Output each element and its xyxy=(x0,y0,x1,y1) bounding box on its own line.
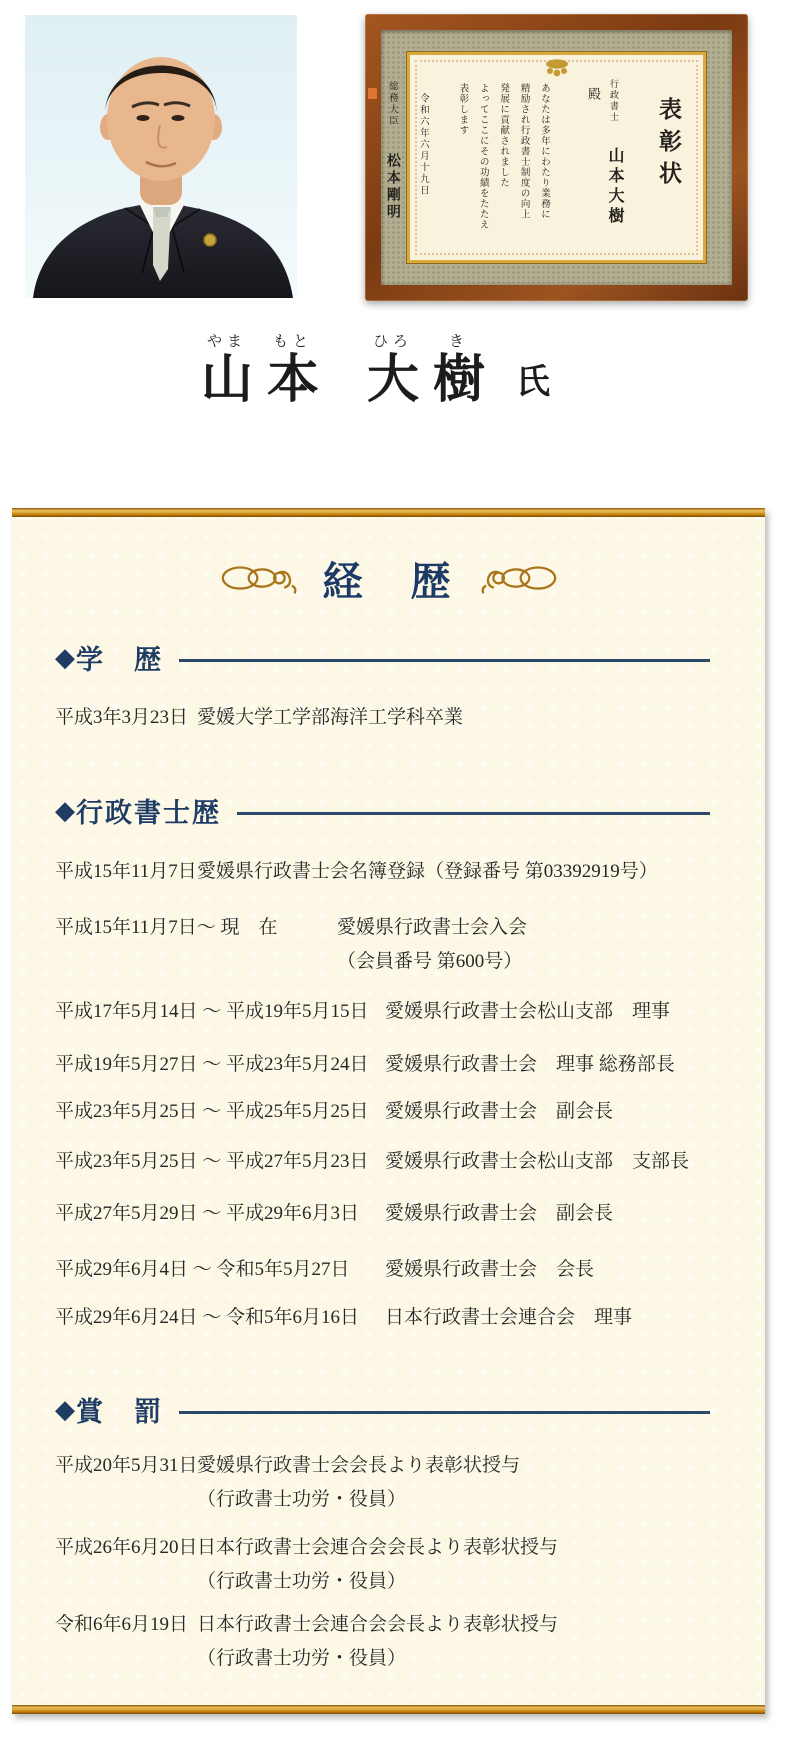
diamond-bullet-icon: ◆ xyxy=(55,642,75,672)
row-desc: 日本行政書士会連合会会長より表彰状授与 xyxy=(197,1537,559,1558)
issuer-title: 総務大臣 xyxy=(386,81,397,127)
row-desc: 愛媛県行政書士会入会 xyxy=(337,917,528,938)
row-desc2: （行政書士功労・役員） xyxy=(197,1648,407,1669)
flourish-icon xyxy=(219,562,311,596)
career-row xyxy=(55,1053,710,1077)
heading-rule xyxy=(179,659,710,662)
row-desc: 愛媛県行政書士会 副会長 xyxy=(385,1101,614,1122)
portrait-photo xyxy=(25,15,297,298)
name-kanji-unit xyxy=(433,330,485,407)
row-desc: 愛媛県行政書士会松山支部 支部長 xyxy=(385,1151,690,1172)
row-date: 平成17年5月14日 ～ 平成19年5月15日 xyxy=(55,1001,369,1022)
name-honorific: 氏 xyxy=(516,364,551,402)
name-kanji: 大 xyxy=(367,352,420,409)
career-row xyxy=(55,860,710,884)
career-row xyxy=(55,1000,710,1024)
career-row xyxy=(55,1202,710,1226)
award-row-continuation xyxy=(55,1647,710,1671)
education-row xyxy=(55,706,710,730)
certificate-body-line: 表彰します xyxy=(457,83,468,136)
row-desc: 愛媛大学工学部海洋工学科卒業 xyxy=(197,707,464,728)
row-desc: 日本行政書士会連合会会長より表彰状授与 xyxy=(197,1614,559,1635)
section-title: 学 歴 xyxy=(76,645,163,675)
section-heading-career xyxy=(55,791,710,830)
award-row xyxy=(55,1536,710,1560)
row-date: 平成19年5月27日 ～ 平成23年5月24日 xyxy=(55,1054,369,1075)
certificate-frame xyxy=(365,14,748,301)
recipient-name: 山本大樹 xyxy=(606,147,623,227)
award-row xyxy=(55,1454,710,1478)
furigana: やま xyxy=(206,334,247,350)
certificate-text xyxy=(384,55,703,260)
row-date: 平成27年5月29日 ～ 平成29年6月3日 xyxy=(55,1203,360,1224)
certificate-date: 令和六年六月十九日 xyxy=(417,93,428,197)
certificate-signer xyxy=(364,81,402,252)
certificate-body-line: よってここにその功績をたたえ xyxy=(477,83,488,230)
certificate-body-line: あなたは多年にわたり業務に xyxy=(539,83,549,220)
row-date: 令和6年6月19日 xyxy=(55,1614,189,1635)
section-title: 賞 罰 xyxy=(76,1397,163,1427)
recipient-honorific: 殿 xyxy=(586,87,601,100)
diamond-bullet-icon: ◆ xyxy=(55,795,75,825)
award-row-continuation xyxy=(55,1570,710,1594)
section-title: 行政書士歴 xyxy=(76,798,221,828)
row-date-spacer xyxy=(55,1647,197,1671)
flourish-icon xyxy=(467,562,559,596)
diamond-bullet-icon: ◆ xyxy=(55,1394,75,1424)
row-desc: 愛媛県行政書士会 理事 総務部長 xyxy=(385,1054,675,1075)
name-kanji: 本 xyxy=(266,352,319,409)
certificate-body xyxy=(452,83,554,252)
career-row xyxy=(55,1258,710,1282)
row-desc2: （行政書士功労・役員） xyxy=(197,1489,407,1510)
row-date-spacer xyxy=(55,1570,197,1594)
row-date: 平成23年5月25日 ～ 平成27年5月23日 xyxy=(55,1151,369,1172)
row-desc: 愛媛県行政書士会松山支部 理事 xyxy=(385,1001,671,1022)
section-heading-education xyxy=(55,638,710,677)
row-desc: 愛媛県行政書士会会長より表彰状授与 xyxy=(197,1455,521,1476)
name-kanji-unit xyxy=(367,330,419,407)
row-desc: 愛媛県行政書士会名簿登録（登録番号 第03392919号） xyxy=(197,861,658,882)
person-name xyxy=(0,330,772,407)
section-heading-awards xyxy=(55,1390,710,1429)
gold-bar-top xyxy=(12,508,765,517)
row-desc: 愛媛県行政書士会 会長 xyxy=(385,1259,595,1280)
heading-rule xyxy=(179,1411,710,1414)
portrait-illustration xyxy=(25,15,297,298)
row-date: 平成26年6月20日 xyxy=(55,1537,198,1558)
gold-bar-bottom xyxy=(12,1705,765,1714)
resume-panel xyxy=(12,508,765,1714)
career-row xyxy=(55,1150,710,1174)
award-row-continuation xyxy=(55,1488,710,1512)
certificate-mat xyxy=(381,30,732,285)
career-row xyxy=(55,916,710,940)
row-desc2: （会員番号 第600号） xyxy=(337,951,523,972)
heading-rule xyxy=(237,812,710,815)
row-desc2: （行政書士功労・役員） xyxy=(197,1571,407,1592)
award-row xyxy=(55,1613,710,1637)
row-date: 平成20年5月31日 xyxy=(55,1455,198,1476)
issuer-name: 松本剛明 xyxy=(384,153,400,221)
name-kanji-unit xyxy=(267,330,319,407)
row-date: 平成23年5月25日 ～ 平成25年5月25日 xyxy=(55,1101,369,1122)
certificate-title: 表彰状 xyxy=(656,97,681,193)
career-row xyxy=(55,1306,710,1330)
resume-title-row xyxy=(12,550,765,607)
red-seal-icon xyxy=(368,88,377,99)
recipient-title: 行政書士 xyxy=(609,79,619,123)
name-kanji: 山 xyxy=(200,352,253,409)
furigana: き xyxy=(449,334,470,350)
row-date: 平成29年6月4日 ～ 令和5年5月27日 xyxy=(55,1259,350,1280)
row-date: 平成15年11月7日～ 現 在 xyxy=(55,917,278,938)
furigana: ひろ xyxy=(373,334,414,350)
certificate-body-line: 精励され行政書士制度の向上 xyxy=(518,83,529,220)
career-row xyxy=(55,1100,710,1124)
row-date-spacer xyxy=(55,1488,197,1512)
resume-title: 経 歴 xyxy=(322,559,455,604)
certificate-body-line: 発展に貢献されました xyxy=(498,83,509,188)
certificate-paper xyxy=(384,52,706,263)
career-row-continuation xyxy=(55,950,710,974)
row-date-spacer xyxy=(55,950,337,974)
row-desc: 日本行政書士会連合会 理事 xyxy=(385,1307,633,1328)
certificate-recipient xyxy=(584,79,626,252)
name-kanji: 樹 xyxy=(433,352,486,409)
furigana: もと xyxy=(272,334,313,350)
name-kanji-unit xyxy=(201,330,253,407)
row-date: 平成3年3月23日 xyxy=(55,707,189,728)
row-date: 平成15年11月7日 xyxy=(55,861,197,882)
row-desc: 愛媛県行政書士会 副会長 xyxy=(385,1203,614,1224)
row-date: 平成29年6月24日 ～ 令和5年6月16日 xyxy=(55,1307,360,1328)
